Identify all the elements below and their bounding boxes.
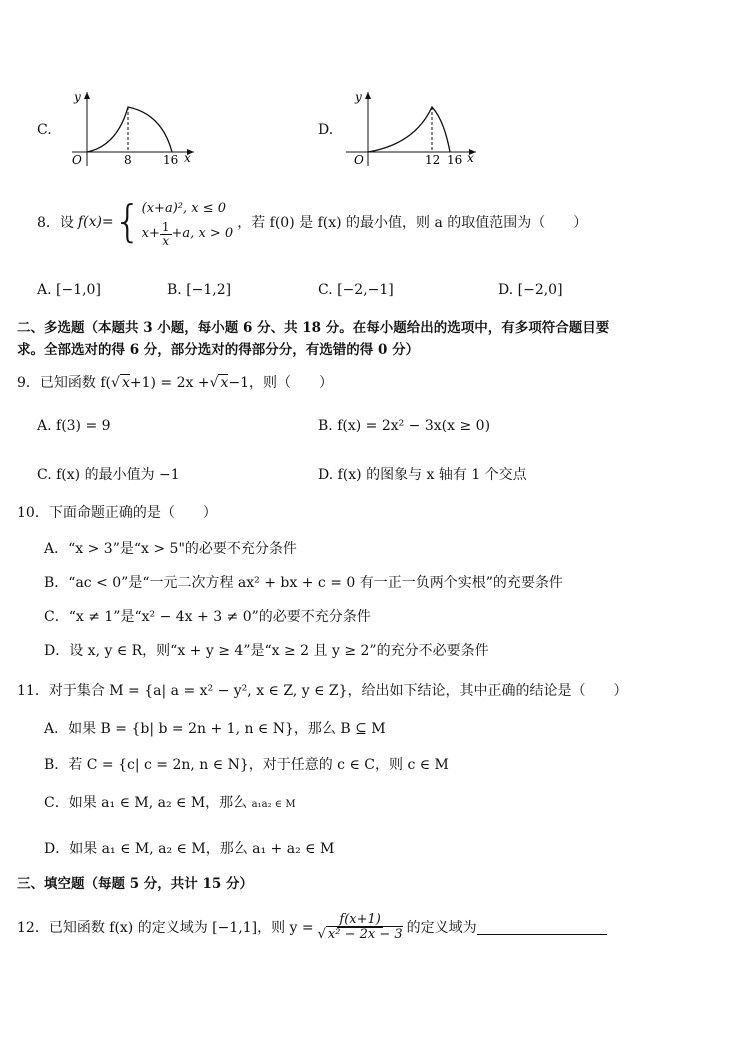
q11-option-c[interactable]: C．如果 a₁ ∈ M, a₂ ∈ M，那么 a₁a₂ ∈ M xyxy=(44,795,296,811)
q12-stem: 12．已知函数 f(x) 的定义域为 [−1,1]，则 y = $\frac{f(x+1)}{\text{√ x² − 2x − 3}}$ 的定义域为 xyxy=(17,902,607,952)
q12-fraction: $\frac{f(x+1)}{\text{√ x² − 2x − 3}}$ xyxy=(317,911,403,942)
q8-case-1: (x+a)², x ≤ 0 xyxy=(141,200,227,216)
q8-cases xyxy=(142,197,234,247)
q8-option-c[interactable]: C. [−2,−1] xyxy=(318,282,394,298)
q7d-x-label: x xyxy=(467,151,474,165)
q11-option-c-small-formula: a₁a₂ ∈ M xyxy=(251,799,296,810)
q10-option-b[interactable]: B．“ac < 0”是“一元二次方程 ax² + bx + c = 0 有一正一负两个实根”的充要条件 xyxy=(44,575,563,591)
q11-stem: 11．对于集合 M = {a| a = x² − y², x ∈ Z, y ∈ Z}，给出如下结论，其中正确的结论是（ ） xyxy=(17,683,628,699)
q8-fraction: $\frac{1}{x}$ xyxy=(161,219,170,248)
q8-number: 8．设 xyxy=(37,215,74,231)
q9-option-b[interactable]: B. f(x) = 2x² − 3x(x ≥ 0) xyxy=(318,418,491,434)
q7d-tick-16: 16 xyxy=(447,153,463,167)
q10-option-c[interactable]: C．“x ≠ 1”是“x² − 4x + 3 ≠ 0”的必要不充分条件 xyxy=(44,609,371,625)
q11-option-d[interactable]: D．如果 a₁ ∈ M, a₂ ∈ M，那么 a₁ + a₂ ∈ M xyxy=(44,841,335,857)
q8-tail: ，若 f(0) 是 f(x) 的最小值，则 a 的取值范围为（ ） xyxy=(237,215,588,231)
q7-option-d-label: D. xyxy=(318,122,334,138)
q8-option-a[interactable]: A. [−1,0] xyxy=(37,282,101,298)
section-2-heading-line-1: 二、多选题（本题共 3 小题，每小题 6 分、共 18 分。在每小题给出的选项中，有多项符合题目要 xyxy=(17,320,610,336)
q7-option-c-label: C. xyxy=(37,122,52,138)
q9-option-a[interactable]: A. f(3) = 9 xyxy=(37,418,111,434)
q12-answer-blank[interactable] xyxy=(477,920,607,935)
q8-fx: f(x)= xyxy=(77,214,114,230)
q9-stem: 9．已知函数 f(√ x+1) = 2x +√ x−1，则（ ） xyxy=(17,375,334,391)
q8-stem xyxy=(37,196,587,248)
q8-brace: { xyxy=(113,196,142,247)
q7c-x-label: x xyxy=(184,151,191,165)
q10-option-a[interactable]: A．“x > 3”是“x > 5"的必要不充分条件 xyxy=(44,541,297,557)
q7d-y-label: y xyxy=(355,90,362,104)
q11-option-a[interactable]: A．如果 B = {b| b = 2n + 1, n ∈ N}，那么 B ⊆ M xyxy=(44,721,386,737)
q9-option-d[interactable]: D. f(x) 的图象与 x 轴有 1 个交点 xyxy=(318,467,527,483)
q8-option-b[interactable]: B. [−1,2] xyxy=(167,282,232,298)
q7c-y-label: y xyxy=(74,90,81,104)
q10-option-d[interactable]: D．设 x, y ∈ R，则“x + y ≥ 4”是“x ≥ 2 且 y ≥ 2”的充分不必要条件 xyxy=(44,643,489,659)
q8-case-2: x+ $\frac{1}{x}$ +a, x > 0 xyxy=(141,219,234,248)
q7c-tick-8: 8 xyxy=(124,153,132,167)
q7d-origin-label: O xyxy=(354,153,364,167)
q8-option-d[interactable]: D. [−2,0] xyxy=(498,282,563,298)
section-2-heading-line-2: 求。全部选对的得 6 分，部分选对的得部分分，有选错的得 0 分） xyxy=(17,342,420,358)
q7-option-d-graph xyxy=(340,86,485,168)
q7c-tick-16: 16 xyxy=(163,153,179,167)
q7-option-c-graph xyxy=(62,86,202,168)
q10-stem: 10．下面命题正确的是（ ） xyxy=(17,505,217,521)
q7d-tick-12: 12 xyxy=(425,153,441,167)
q7c-origin-label: O xyxy=(72,153,82,167)
q11-option-b[interactable]: B．若 C = {c| c = 2n, n ∈ N}，对于任意的 c ∈ C，则 c ∈ M xyxy=(44,757,449,773)
section-3-heading: 三、填空题（每题 5 分，共计 15 分） xyxy=(17,876,253,892)
q9-option-c[interactable]: C. f(x) 的最小值为 −1 xyxy=(37,467,180,483)
